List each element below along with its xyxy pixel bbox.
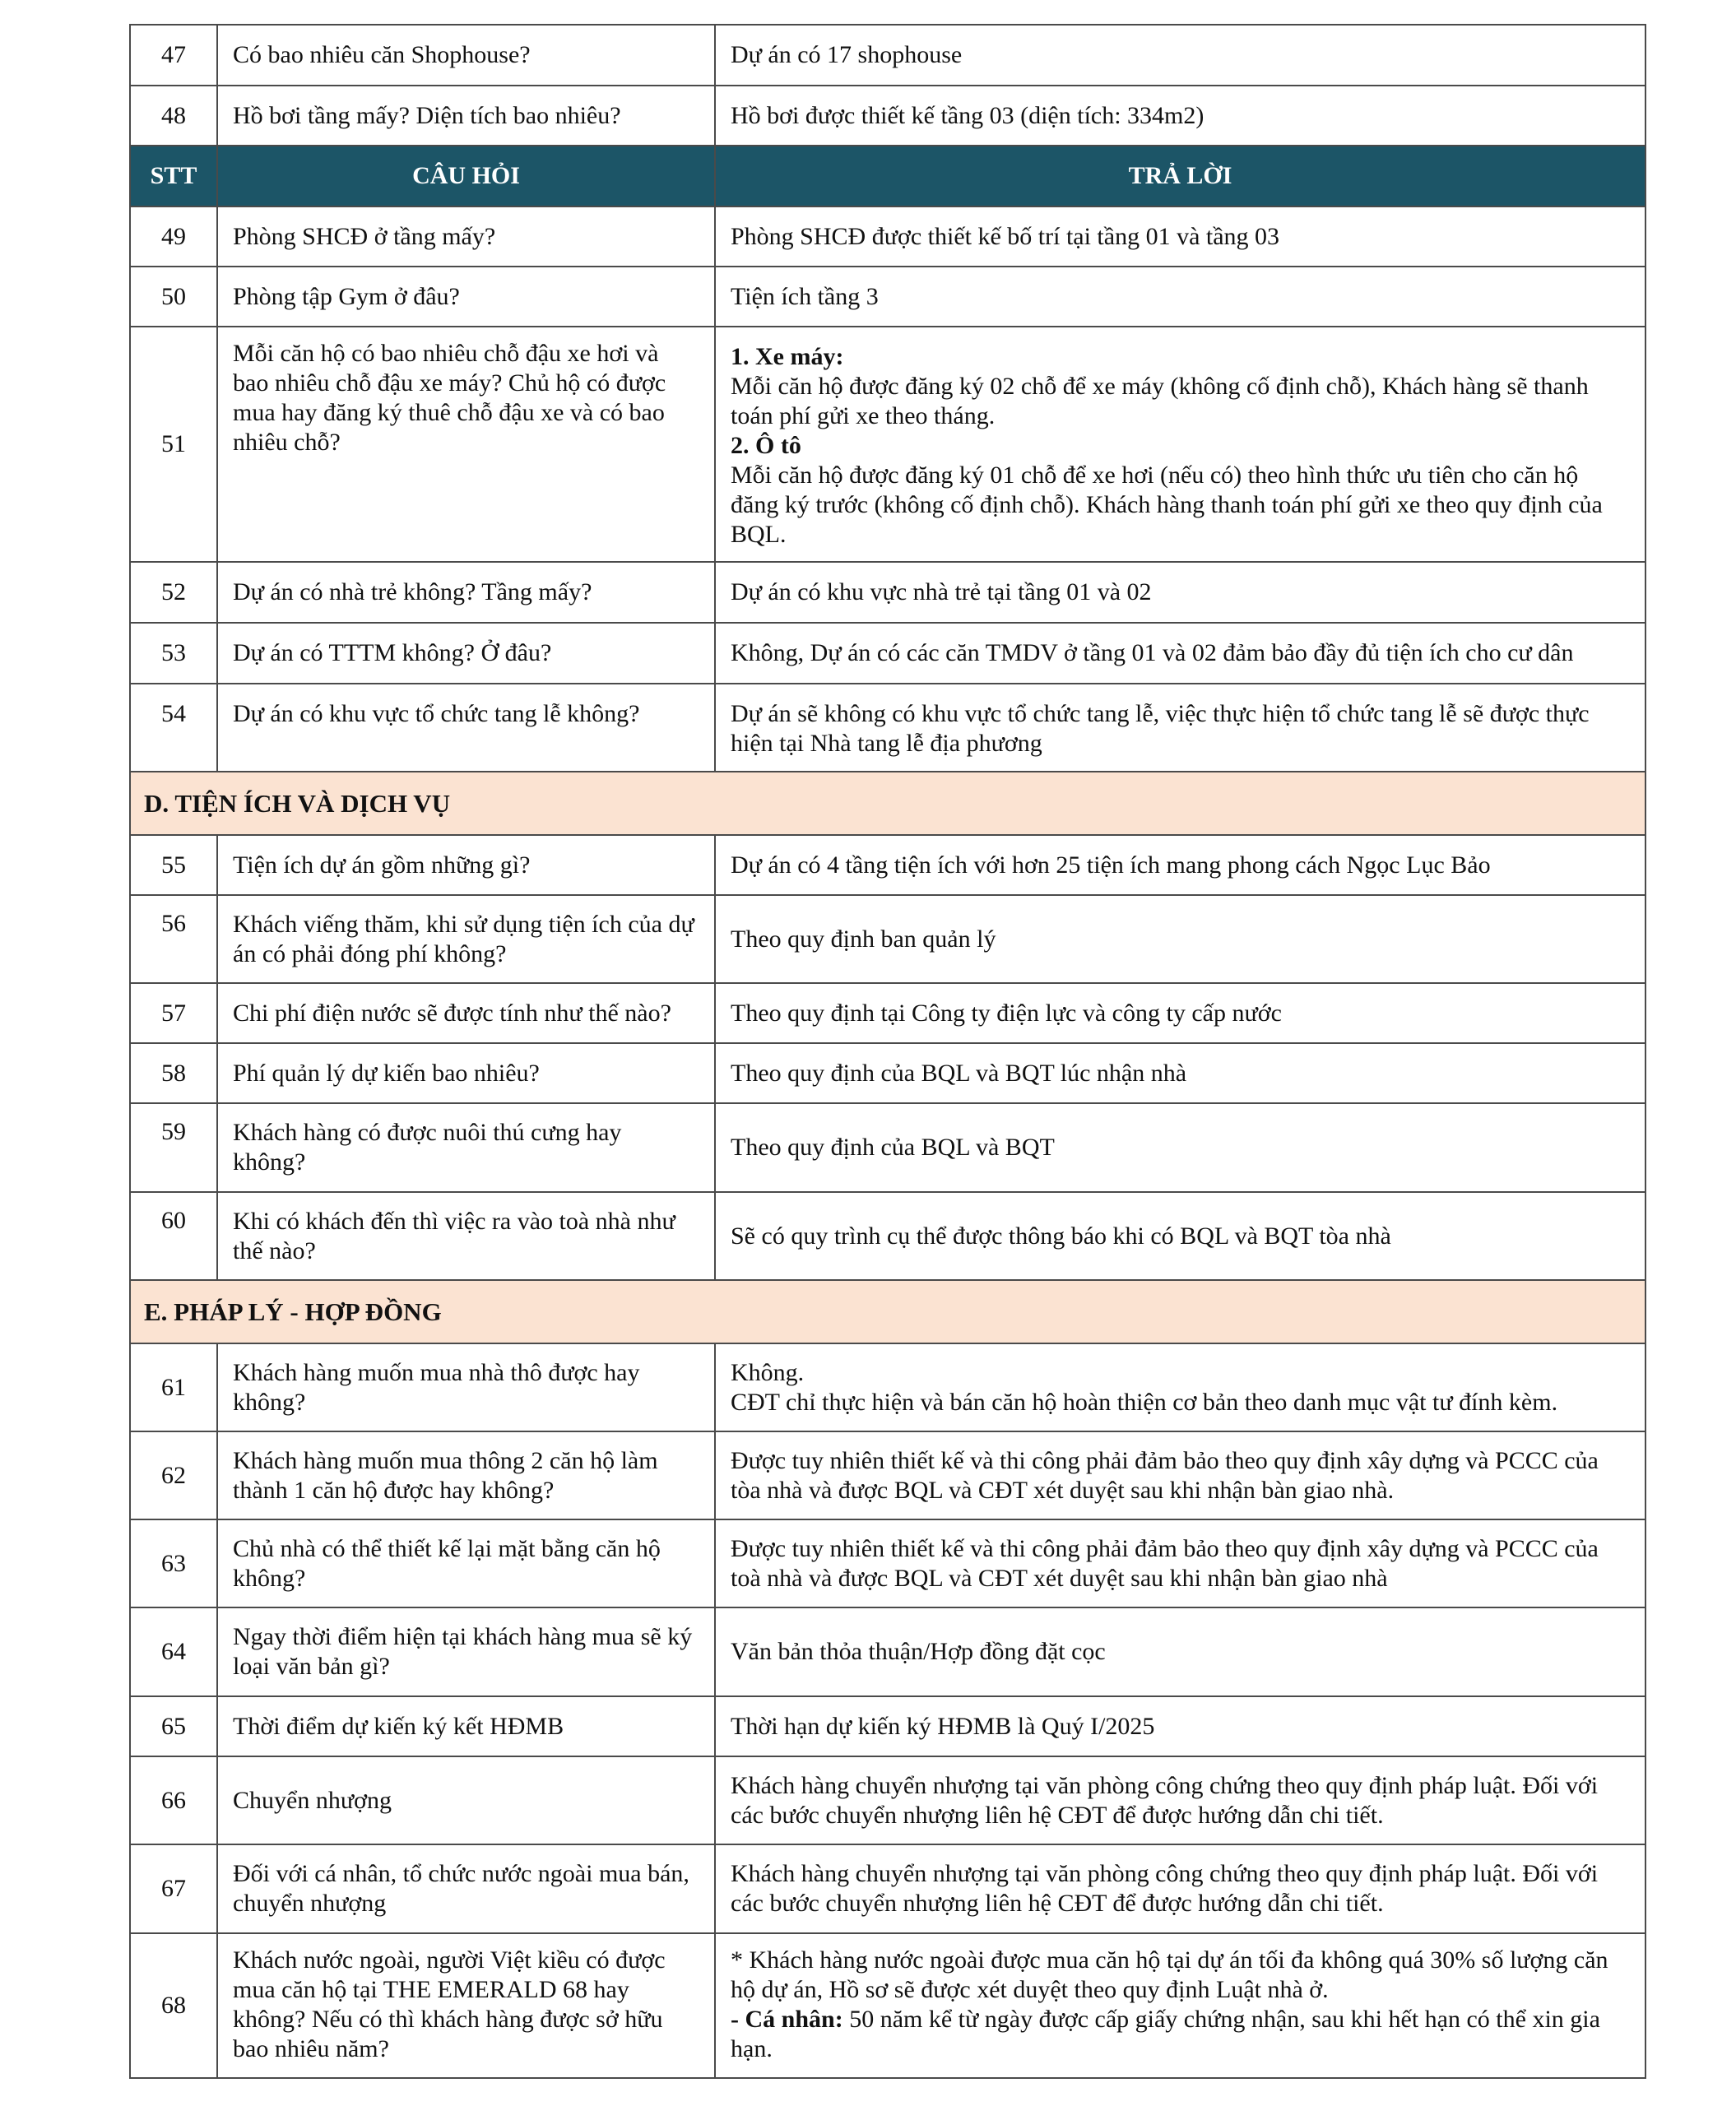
answer-cell: Khách hàng chuyển nhượng tại văn phòng công chứng theo quy định pháp luật. Đối với các bước chuyển nhượng liên hệ CĐT để được hướng dẫn chi tiết. [715,1756,1645,1844]
header-stt: STT [130,146,217,206]
question-cell: Phòng tập Gym ở đâu? [217,267,715,327]
question-cell: Khách viếng thăm, khi sử dụng tiện ích của dự án có phải đóng phí không? [217,895,715,983]
table-row [130,86,1645,146]
row-number: 54 [130,684,217,772]
section-title: E. PHÁP LÝ - HỢP ĐỒNG [130,1280,1645,1343]
question-cell: Khách nước ngoài, người Việt kiều có được mua căn hộ tại THE EMERALD 68 hay không? Nếu có thì khách hàng được sở hữu bao nhiêu năm? [217,1933,715,2078]
question-cell: Chi phí điện nước sẽ được tính như thế nào? [217,983,715,1043]
table-row [130,206,1645,267]
table-row [130,1343,1645,1431]
table-row [130,1519,1645,1607]
answer-cell [715,1933,1645,2078]
answer-cell: Hồ bơi được thiết kế tầng 03 (diện tích: 334m2) [715,86,1645,146]
table-row [130,835,1645,895]
answer-text: * Khách hàng nước ngoài được mua căn hộ tại dự án tối đa không quá 30% số lượng căn hộ dự án, Hồ sơ sẽ được xét duyệt theo quy định Luật nhà ở. [731,1946,1608,2003]
row-number: 63 [130,1519,217,1607]
question-cell: Khách hàng muốn mua thông 2 căn hộ làm thành 1 căn hộ được hay không? [217,1431,715,1519]
question-cell: Phí quản lý dự kiến bao nhiêu? [217,1043,715,1103]
question-cell: Ngay thời điểm hiện tại khách hàng mua sẽ ký loại văn bản gì? [217,1607,715,1696]
row-number: 48 [130,86,217,146]
question-cell: Chủ nhà có thể thiết kế lại mặt bằng căn hộ không? [217,1519,715,1607]
question-cell: Hồ bơi tầng mấy? Diện tích bao nhiêu? [217,86,715,146]
table-row [130,1844,1645,1933]
table-row [130,25,1645,86]
row-number: 51 [130,327,217,562]
answer-text: CĐT chỉ thực hiện và bán căn hộ hoàn thiện cơ bản theo danh mục vật tư đính kèm. [731,1388,1558,1416]
table-row [130,1696,1645,1756]
row-number: 62 [130,1431,217,1519]
row-number: 64 [130,1607,217,1696]
table-row [130,684,1645,772]
question-cell: Dự án có nhà trẻ không? Tầng mấy? [217,562,715,623]
answer-cell: Dự án có 4 tầng tiện ích với hơn 25 tiện ích mang phong cách Ngọc Lục Bảo [715,835,1645,895]
row-number: 66 [130,1756,217,1844]
question-cell: Mỗi căn hộ có bao nhiêu chỗ đậu xe hơi và bao nhiêu chỗ đậu xe máy? Chủ hộ có được mua hay đăng ký thuê chỗ đậu xe và có bao nhiêu chỗ? [217,327,715,562]
answer-cell: Được tuy nhiên thiết kế và thi công phải đảm bảo theo quy định xây dựng và PCCC của toà nhà và được BQL và CĐT xét duyệt sau khi nhận bàn giao nhà [715,1519,1645,1607]
answer-cell: Theo quy định của BQL và BQT lúc nhận nhà [715,1043,1645,1103]
answer-cell: Không, Dự án có các căn TMDV ở tầng 01 và 02 đảm bảo đầy đủ tiện ích cho cư dân [715,623,1645,684]
question-cell: Khi có khách đến thì việc ra vào toà nhà như thế nào? [217,1192,715,1280]
answer-cell [715,327,1645,562]
answer-detail: 50 năm kể từ ngày được cấp giấy chứng nhận, sau khi hết hạn có thể xin gia hạn. [731,2006,1600,2062]
table-row [130,895,1645,983]
row-number: 52 [130,562,217,623]
row-number: 56 [130,895,217,983]
answer-cell: Phòng SHCĐ được thiết kế bố trí tại tầng 01 và tầng 03 [715,206,1645,267]
row-number: 50 [130,267,217,327]
answer-label: - Cá nhân: [731,2006,843,2033]
header-question: CÂU HỎI [217,146,715,206]
row-number: 60 [130,1192,217,1280]
answer-text: Không. [731,1358,805,1386]
answer-cell: Dự án sẽ không có khu vực tổ chức tang lễ, việc thực hiện tổ chức tang lễ sẽ được thực hiện tại Nhà tang lễ địa phương [715,684,1645,772]
header-answer: TRẢ LỜI [715,146,1645,206]
answer-cell: Được tuy nhiên thiết kế và thi công phải đảm bảo theo quy định xây dựng và PCCC của tòa nhà và được BQL và CĐT xét duyệt sau khi nhận bàn giao nhà. [715,1431,1645,1519]
row-number: 49 [130,206,217,267]
table-row [130,327,1645,562]
answer-cell: Khách hàng chuyển nhượng tại văn phòng công chứng theo quy định pháp luật. Đối với các bước chuyển nhượng liên hệ CĐT để được hướng dẫn chi tiết. [715,1844,1645,1933]
answer-heading: 2. Ô tô [731,432,801,459]
faq-document [129,24,1645,2079]
answer-cell: Thời hạn dự kiến ký HĐMB là Quý I/2025 [715,1696,1645,1756]
question-cell: Dự án có TTTM không? Ở đâu? [217,623,715,684]
answer-cell: Theo quy định tại Công ty điện lực và công ty cấp nước [715,983,1645,1043]
question-cell: Dự án có khu vực tổ chức tang lễ không? [217,684,715,772]
table-row [130,1043,1645,1103]
question-cell: Chuyển nhượng [217,1756,715,1844]
table-row [130,983,1645,1043]
row-number: 61 [130,1343,217,1431]
answer-cell: Dự án có khu vực nhà trẻ tại tầng 01 và 02 [715,562,1645,623]
section-row [130,772,1645,835]
table-header-row [130,146,1645,206]
table-row [130,1192,1645,1280]
question-cell: Có bao nhiêu căn Shophouse? [217,25,715,86]
answer-cell: Tiện ích tầng 3 [715,267,1645,327]
question-cell: Phòng SHCĐ ở tầng mấy? [217,206,715,267]
table-row [130,1103,1645,1192]
row-number: 65 [130,1696,217,1756]
table-row [130,623,1645,684]
answer-cell: Sẽ có quy trình cụ thể được thông báo khi có BQL và BQT tòa nhà [715,1192,1645,1280]
answer-text: Mỗi căn hộ được đăng ký 02 chỗ để xe máy (không cố định chỗ), Khách hàng sẽ thanh toán phí gửi xe theo tháng. [731,373,1589,429]
table-row [130,1607,1645,1696]
section-row [130,1280,1645,1343]
answer-text [731,2005,1630,2064]
faq-table [129,24,1646,2079]
answer-cell: Theo quy định ban quản lý [715,895,1645,983]
row-number: 68 [130,1933,217,2078]
answer-cell: Dự án có 17 shophouse [715,25,1645,86]
row-number: 55 [130,835,217,895]
answer-cell: Văn bản thỏa thuận/Hợp đồng đặt cọc [715,1607,1645,1696]
question-cell: Khách hàng có được nuôi thú cưng hay không? [217,1103,715,1192]
question-cell: Đối với cá nhân, tổ chức nước ngoài mua bán, chuyển nhượng [217,1844,715,1933]
question-cell: Tiện ích dự án gồm những gì? [217,835,715,895]
table-row [130,1431,1645,1519]
row-number: 57 [130,983,217,1043]
table-row [130,267,1645,327]
answer-cell: Theo quy định của BQL và BQT [715,1103,1645,1192]
answer-cell [715,1343,1645,1431]
question-cell: Thời điểm dự kiến ký kết HĐMB [217,1696,715,1756]
table-row [130,1933,1645,2078]
row-number: 67 [130,1844,217,1933]
table-row [130,562,1645,623]
answer-heading: 1. Xe máy: [731,343,844,370]
answer-text: Mỗi căn hộ được đăng ký 01 chỗ để xe hơi (nếu có) theo hình thức ưu tiên cho căn hộ đăng ký trước (không cố định chỗ). Khách hàng thanh toán phí gửi xe theo quy định của BQL. [731,462,1603,548]
row-number: 59 [130,1103,217,1192]
row-number: 47 [130,25,217,86]
row-number: 58 [130,1043,217,1103]
section-title: D. TIỆN ÍCH VÀ DỊCH VỤ [130,772,1645,835]
question-cell: Khách hàng muốn mua nhà thô được hay không? [217,1343,715,1431]
row-number: 53 [130,623,217,684]
table-row [130,1756,1645,1844]
